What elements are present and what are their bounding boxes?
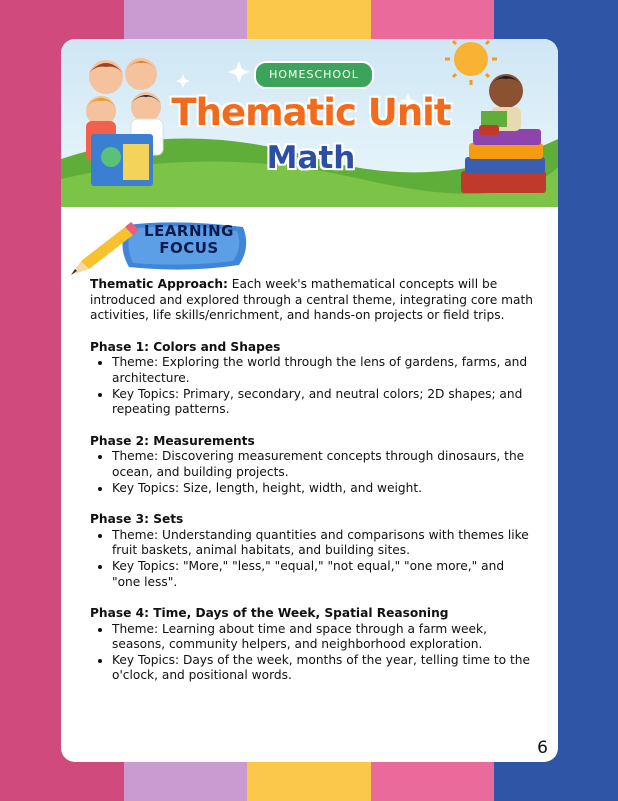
phase-4-theme: • Theme: Learning about time and space through a farm week, seasons, community helpers, and neighborhood exploration. <box>112 622 535 653</box>
kids-illustration <box>86 58 163 186</box>
phase-3-title: Phase 3: Sets <box>90 512 184 527</box>
phase-2 <box>90 434 535 496</box>
reading-boy-illustration <box>461 74 546 193</box>
phase-1 <box>90 340 535 418</box>
phase-2-title: Phase 2: Measurements <box>90 433 255 448</box>
phase-3 <box>90 512 535 590</box>
phase-3-theme: • Theme: Understanding quantities and comparisons with themes like fruit baskets, animal habitats, and building sites. <box>112 528 535 559</box>
intro-label: Thematic Approach: <box>90 277 228 291</box>
page-card <box>61 39 558 762</box>
banner-subtitle: Math <box>266 140 356 176</box>
phase-1-topics: • Key Topics: Primary, secondary, and neutral colors; 2D shapes; and repeating patterns. <box>112 387 535 418</box>
banner-title: Thematic Unit <box>171 91 451 134</box>
phase-1-title: Phase 1: Colors and Shapes <box>90 339 281 354</box>
phase-4 <box>90 606 535 684</box>
intro-text: Each week's mathematical concepts will be introduced and explored through a central theme, integrating core math activities, life skills/enrichment, and hands-on projects or field trips. <box>90 277 533 323</box>
phase-2-theme: • Theme: Discovering measurement concepts through dinosaurs, the ocean, and building projects. <box>112 449 535 480</box>
page-number: 6 <box>537 738 548 758</box>
learning-focus-content <box>90 277 535 700</box>
header-banner <box>61 39 558 207</box>
phase-2-topics: • Key Topics: Size, length, height, width, and weight. <box>112 481 535 497</box>
phase-1-theme: • Theme: Exploring the world through the lens of gardens, farms, and architecture. <box>112 355 535 386</box>
sun-icon <box>445 39 497 85</box>
section-label: LEARNING FOCUS <box>144 222 234 257</box>
banner-ribbon: HOMESCHOOL <box>254 61 374 89</box>
phase-4-topics: • Key Topics: Days of the week, months of the year, telling time to the o'clock, and positional words. <box>112 653 535 684</box>
intro-paragraph <box>90 277 535 324</box>
phase-3-topics: • Key Topics: "More," "less," "equal," "not equal," "one more," and "one less". <box>112 559 535 590</box>
phase-4-title: Phase 4: Time, Days of the Week, Spatial Reasoning <box>90 606 449 621</box>
